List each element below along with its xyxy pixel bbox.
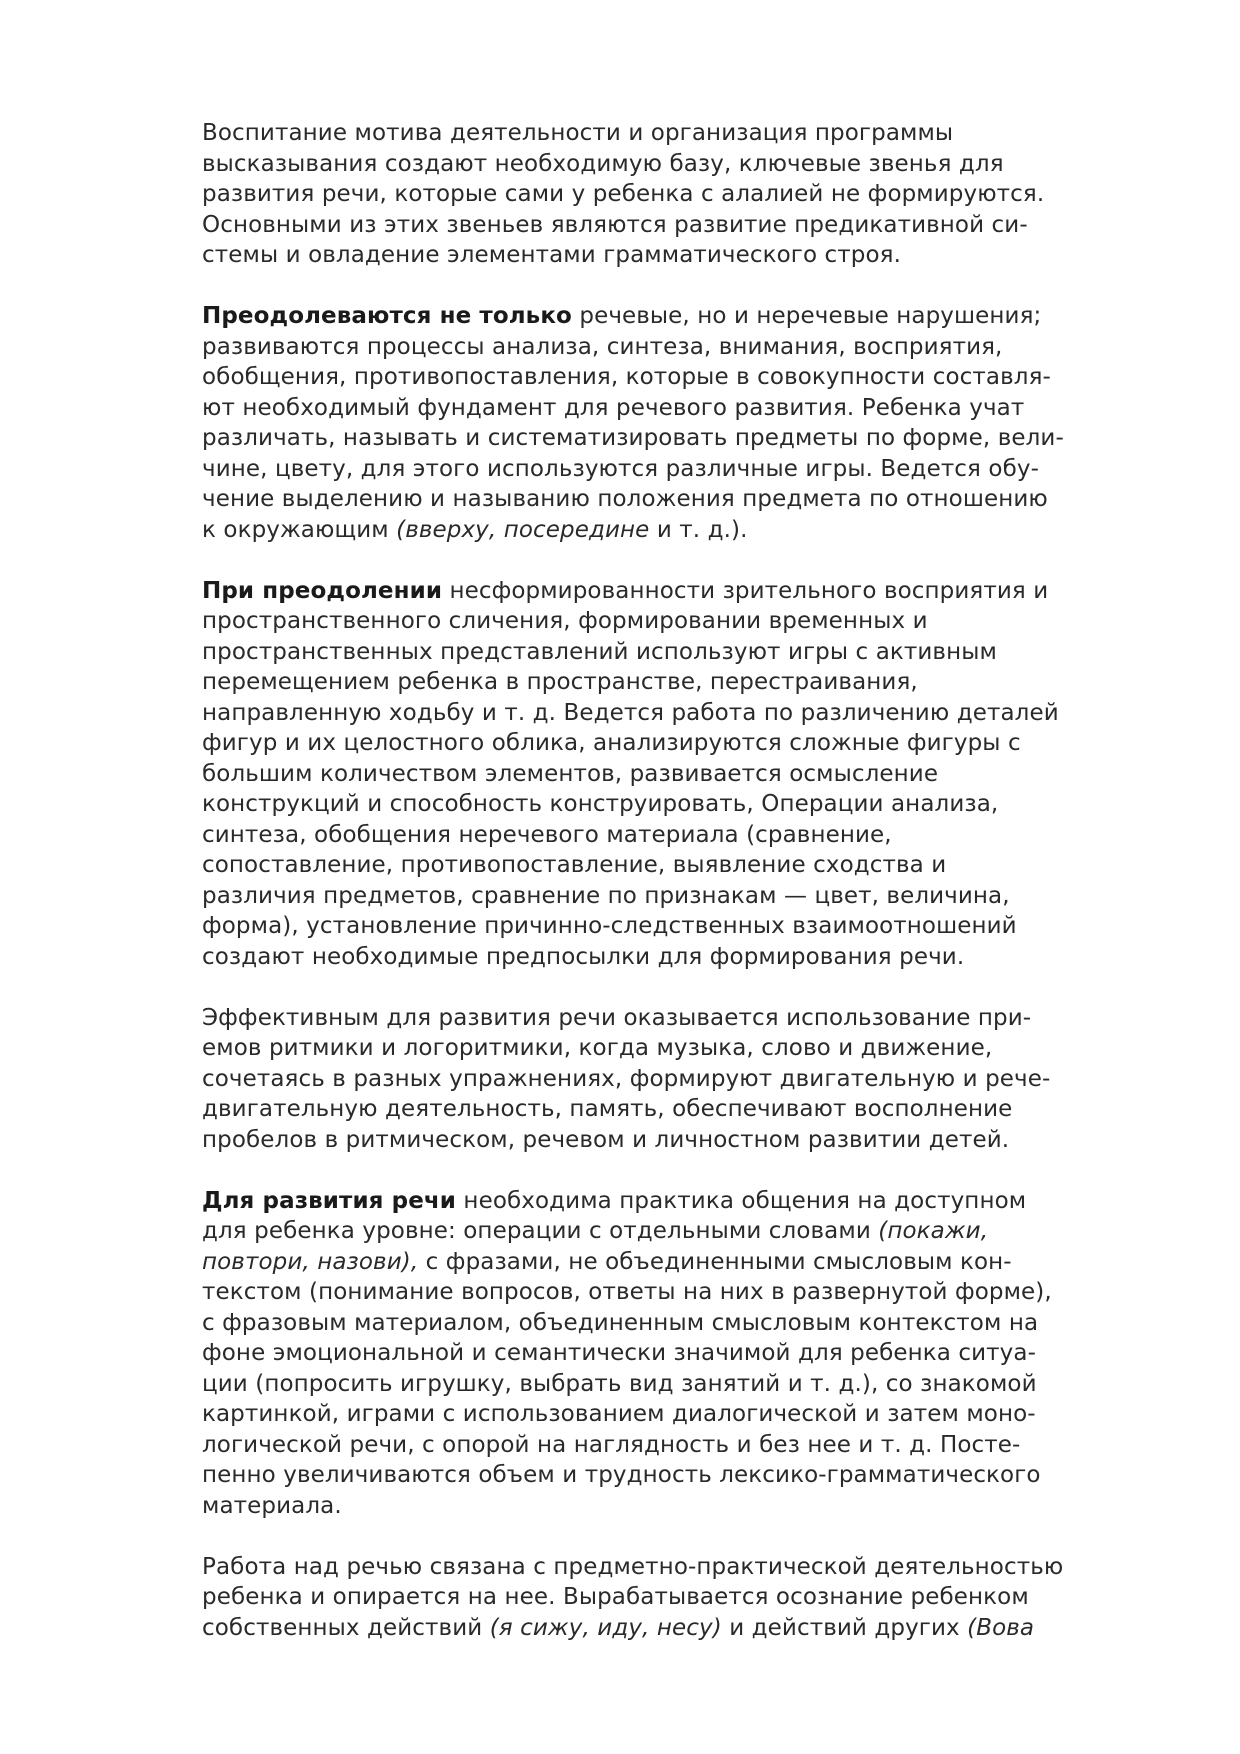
text-run: перемещением ребенка в пространстве, перестраивания, xyxy=(202,669,918,695)
text-line xyxy=(202,942,1122,973)
text-line xyxy=(202,1003,1122,1034)
text-line xyxy=(202,1247,1122,1278)
text-run: различия предметов, сравнение по признакам — цвет, величина, xyxy=(202,882,1010,909)
text-run: фоне эмоциональной и семантически значимой для ребенка ситуа- xyxy=(202,1340,1036,1366)
text-run: к окружающим xyxy=(202,516,397,543)
text-line xyxy=(202,1338,1122,1369)
text-line xyxy=(202,1216,1122,1247)
text-run: картинкой, играми с использованием диалогической и затем моно- xyxy=(202,1401,1036,1427)
text-run: синтеза, обобщения неречевого материала (сравнение, xyxy=(202,821,892,848)
italic-example: (вверху, посередине xyxy=(396,516,650,543)
text-run: ребенка и опирается на нее. Вырабатывается осознание ребенком xyxy=(202,1584,1029,1610)
text-run: пространственных представлений используют игры с активным xyxy=(202,638,997,665)
paragraph xyxy=(202,301,1122,545)
text-line xyxy=(202,301,1122,332)
paragraph xyxy=(202,1186,1122,1522)
text-run: с фразовым материалом, объединенным смысловым контекстом на xyxy=(202,1309,1039,1336)
text-line xyxy=(202,881,1122,912)
paragraph xyxy=(202,1003,1122,1156)
text-line xyxy=(202,1552,1122,1583)
paragraph xyxy=(202,118,1122,271)
text-line xyxy=(202,759,1122,790)
text-line xyxy=(202,393,1122,424)
text-run: Воспитание мотива деятельности и организация программы xyxy=(202,120,954,146)
text-run: логической речи, с опорой на наглядность и без нее и т. д. Посте- xyxy=(202,1431,1021,1458)
text-run: с фразами, не объединенными смысловым кон- xyxy=(418,1248,1012,1275)
text-line xyxy=(202,179,1122,210)
text-line xyxy=(202,1430,1122,1461)
italic-example: (я сижу, иду, несу) xyxy=(489,1614,722,1641)
text-line xyxy=(202,789,1122,820)
text-run: пространственного сличения, формировании временных и xyxy=(202,608,928,634)
text-run: различать, называть и систематизировать предметы по форме, вели- xyxy=(202,425,1064,451)
text-line xyxy=(202,850,1122,881)
text-run: собственных действий xyxy=(202,1614,490,1641)
bold-lead-phrase: Преодолеваются не только xyxy=(202,303,572,329)
italic-example: (покажи, xyxy=(878,1218,989,1244)
text-line xyxy=(202,1064,1122,1095)
italic-example: повтори, назови), xyxy=(202,1248,419,1275)
text-line xyxy=(202,698,1122,729)
text-line xyxy=(202,1308,1122,1339)
text-line xyxy=(202,1125,1122,1156)
text-line xyxy=(202,240,1122,271)
bold-lead-phrase: При преодолении xyxy=(202,577,443,604)
text-line xyxy=(202,332,1122,363)
text-line xyxy=(202,1094,1122,1125)
text-run: несформированности зрительного восприятия и xyxy=(442,577,1049,604)
text-line xyxy=(202,911,1122,942)
text-run: большим количеством элементов, развивается осмысление xyxy=(202,760,939,787)
text-run: двигательную деятельность, память, обеспечивают восполнение xyxy=(202,1096,1013,1122)
text-line xyxy=(202,1369,1122,1400)
text-run: сопоставление, противопоставление, выявление сходства и xyxy=(202,852,947,878)
text-run: форма), установление причинно-следственных взаимоотношений xyxy=(202,913,1017,939)
text-run: и т. д.). xyxy=(649,516,748,543)
text-line xyxy=(202,423,1122,454)
italic-example: (Вова xyxy=(967,1614,1035,1641)
text-line xyxy=(202,1399,1122,1430)
paragraph xyxy=(202,1552,1122,1644)
text-run: обобщения, противопоставления, которые в совокупности составля- xyxy=(202,364,1051,390)
text-run: Работа над речью связана с предметно-практической деятельностью xyxy=(202,1553,1064,1580)
text-run: развиваются процессы анализа, синтеза, внимания, восприятия, xyxy=(202,333,1003,360)
text-line xyxy=(202,606,1122,637)
text-run: пробелов в ритмическом, речевом и личностном развитии детей. xyxy=(202,1126,1010,1153)
text-line xyxy=(202,149,1122,180)
text-run: развития речи, которые сами у ребенка с алалией не формируются. xyxy=(202,181,1045,207)
text-line xyxy=(202,1460,1122,1491)
text-line xyxy=(202,454,1122,485)
text-run: текстом (понимание вопросов, ответы на них в развернутой форме), xyxy=(202,1279,1052,1305)
text-run: для ребенка уровне: операции с отдельными словами xyxy=(202,1218,879,1244)
text-run: создают необходимые предпосылки для формирования речи. xyxy=(202,943,965,970)
text-run: стемы и овладение элементами грамматического строя. xyxy=(202,242,902,268)
text-line xyxy=(202,210,1122,241)
text-run: чение выделению и называнию положения предмета по отношению xyxy=(202,486,1048,512)
text-run: сочетаясь в разных упражнениях, формируют двигательную и рече- xyxy=(202,1065,1051,1092)
paragraph xyxy=(202,576,1122,973)
text-run: высказывания создают необходимую базу, ключевые звенья для xyxy=(202,150,1004,177)
text-line xyxy=(202,484,1122,515)
text-run: ции (попросить игрушку, выбрать вид занятий и т. д.), со знакомой xyxy=(202,1370,1037,1397)
text-run: необходима практика общения на доступном xyxy=(456,1187,1027,1214)
text-line xyxy=(202,637,1122,668)
text-line xyxy=(202,515,1122,546)
text-line xyxy=(202,667,1122,698)
text-line xyxy=(202,1613,1122,1644)
bold-lead-phrase: Для развития речи xyxy=(202,1187,457,1214)
text-line xyxy=(202,118,1122,149)
document-page xyxy=(202,118,1122,1674)
text-run: конструкций и способность конструировать, Операции анализа, xyxy=(202,791,999,817)
text-run: емов ритмики и логоритмики, когда музыка, слово и движение, xyxy=(202,1035,993,1061)
text-run: Эффективным для развития речи оказывается использование при- xyxy=(202,1004,1032,1031)
text-line xyxy=(202,728,1122,759)
text-line xyxy=(202,1186,1122,1217)
text-run: направленную ходьбу и т. д. Ведется работа по различению деталей xyxy=(202,699,1059,726)
text-line xyxy=(202,362,1122,393)
text-line xyxy=(202,1277,1122,1308)
text-run: фигур и их целостного облика, анализируются сложные фигуры с xyxy=(202,730,1021,756)
text-run: Основными из этих звеньев являются развитие предикативной си- xyxy=(202,211,1028,238)
text-run: ют необходимый фундамент для речевого развития. Ребенка учат xyxy=(202,394,1025,421)
text-run: и действий других xyxy=(721,1614,968,1641)
text-line xyxy=(202,576,1122,607)
text-run: материала. xyxy=(202,1492,342,1519)
text-run: пенно увеличиваются объем и трудность лексико-грамматического xyxy=(202,1462,1041,1488)
text-line xyxy=(202,1033,1122,1064)
text-line xyxy=(202,820,1122,851)
text-line xyxy=(202,1491,1122,1522)
text-line xyxy=(202,1582,1122,1613)
text-run: чине, цвету, для этого используются различные игры. Ведется обу- xyxy=(202,455,1039,482)
text-run: речевые, но и неречевые нарушения; xyxy=(571,303,1042,329)
